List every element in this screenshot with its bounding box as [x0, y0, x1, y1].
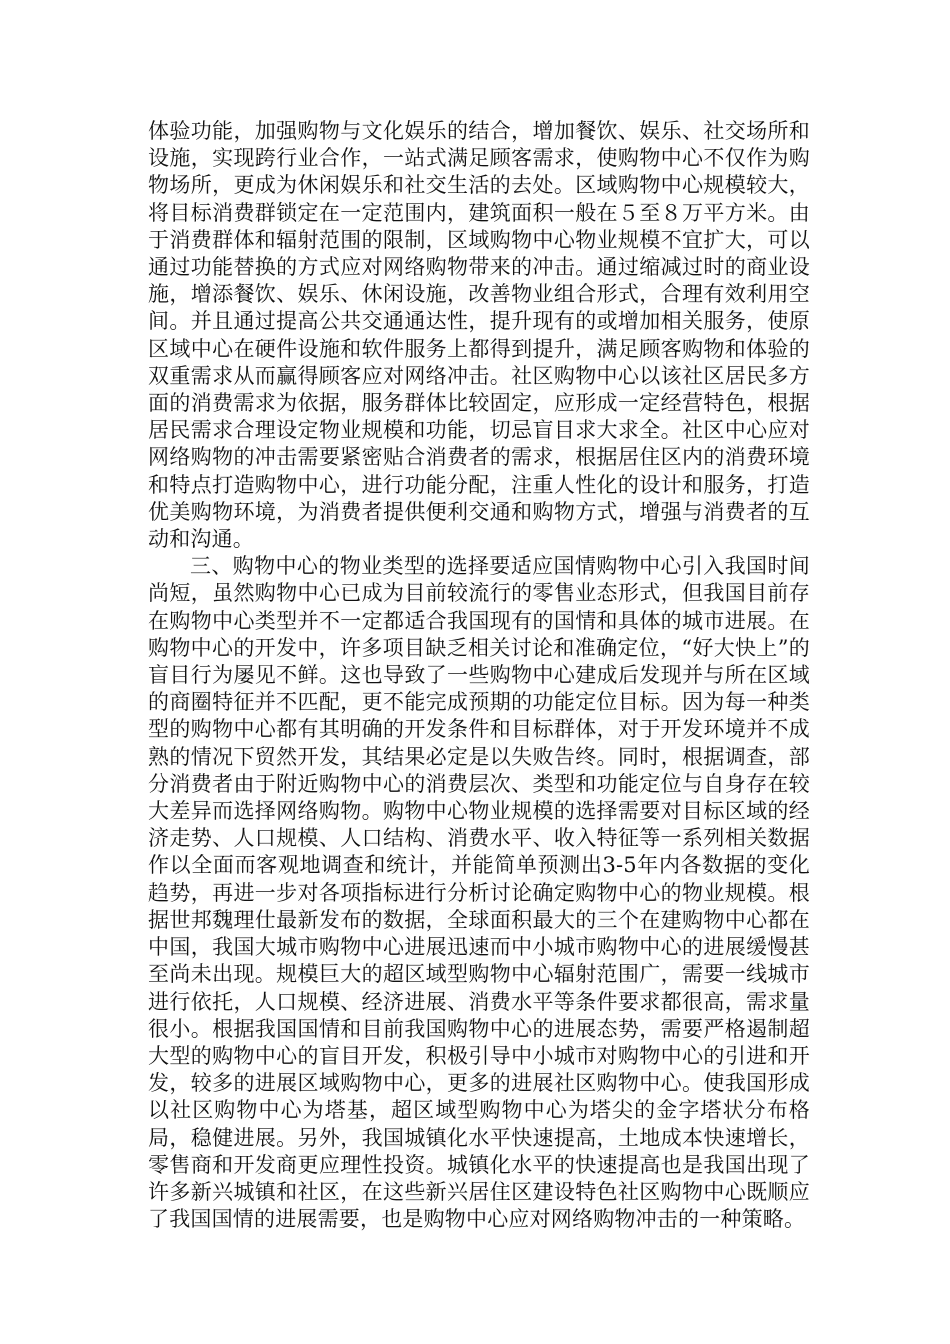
paragraph-2: 三、购物中心的物业类型的选择要适应国情购物中心引入我国时间尚短，虽然购物中心已成为目前较流行的零售业态形式，但我国目前存在购物中心类型并不一定都适合我国现有的国情和具体的城市进展。在购物中心的开发中，许多项目缺乏相关讨论和准确定位，“好大快上”的盲目行为屡见不鲜。这也导致了一些购物中心建成后发现并与所在区域的商圈特征并不匹配，更不能完成预期的功能定位目标。因为每一种类型的购物中心都有其明确的开发条件和目标群体，对于开发环境并不成熟的情况下贸然开发，其结果必定是以失败告终。同时，根据调查，部分消费者由于附近购物中心的消费层次、类型和功能定位与自身存在较大差异而选择网络购物。购物中心物业规模的选择需要对目标区域的经济走势、人口规模、人口结构、消费水平、收入特征等一系列相关数据作以全面而客观地调查和统计，并能简单预测出3-5年内各数据的变化趋势，再进一步对各项指标进行分析讨论确定购物中心的物业规模。根据世邦魏理仕最新发布的数据，全球面积最大的三个在建购物中心都在中国，我国大城市购物中心进展迅速而中小城市购物中心的进展缓慢甚至尚未出现。规模巨大的超区域型购物中心辐射范围广，需要一线城市进行依托，人口规模、经济进展、消费水平等条件要求都很高，需求量很小。根据我国国情和目前我国购物中心的进展态势，需要严格遏制超大型的购物中心的盲目开发，积极引导中小城市对购物中心的引进和开发，较多的进展区域购物中心，更多的进展社区购物中心。使我国形成以社区购物中心为塔基，超区域型购物中心为塔尖的金字塔状分布格局，稳健进展。另外，我国城镇化水平快速提高，土地成本快速增长，零售商和开发商更应理性投资。城镇化水平的快速提高也是我国出现了许多新兴城镇和社区，在这些新兴居住区建设特色社区购物中心既顺应了我国国情的进展需要，也是购物中心应对网络购物冲击的一种策略。: [148, 554, 810, 1232]
document-body: [148, 118, 810, 1233]
paragraph-1: 体验功能，加强购物与文化娱乐的结合，增加餐饮、娱乐、社交场所和设施，实现跨行业合作，一站式满足顾客需求，使购物中心不仅作为购物场所，更成为休闲娱乐和社交生活的去处。区域购物中心规模较大，将目标消费群锁定在一定范围内，建筑面积一般在５至８万平方米。由于消费群体和辐射范围的限制，区域购物中心物业规模不宜扩大，可以通过功能替换的方式应对网络购物带来的冲击。通过缩减过时的商业设施，增添餐饮、娱乐、休闲设施，改善物业组合形式，合理有效利用空间。并且通过提高公共交通通达性，提升现有的或增加相关服务，使原区域中心在硬件设施和软件服务上都得到提升，满足顾客购物和体验的双重需求从而赢得顾客应对网络冲击。社区购物中心以该社区居民多方面的消费需求为依据，服务群体比较固定，应形成一定经营特色，根据居民需求合理设定物业规模和功能，切忌盲目求大求全。社区中心应对网络购物的冲击需要紧密贴合消费者的需求，根据居住区内的消费环境和特点打造购物中心，进行功能分配，注重人性化的设计和服务，打造优美购物环境，为消费者提供便利交通和购物方式，增强与消费者的互动和沟通。: [148, 119, 810, 552]
